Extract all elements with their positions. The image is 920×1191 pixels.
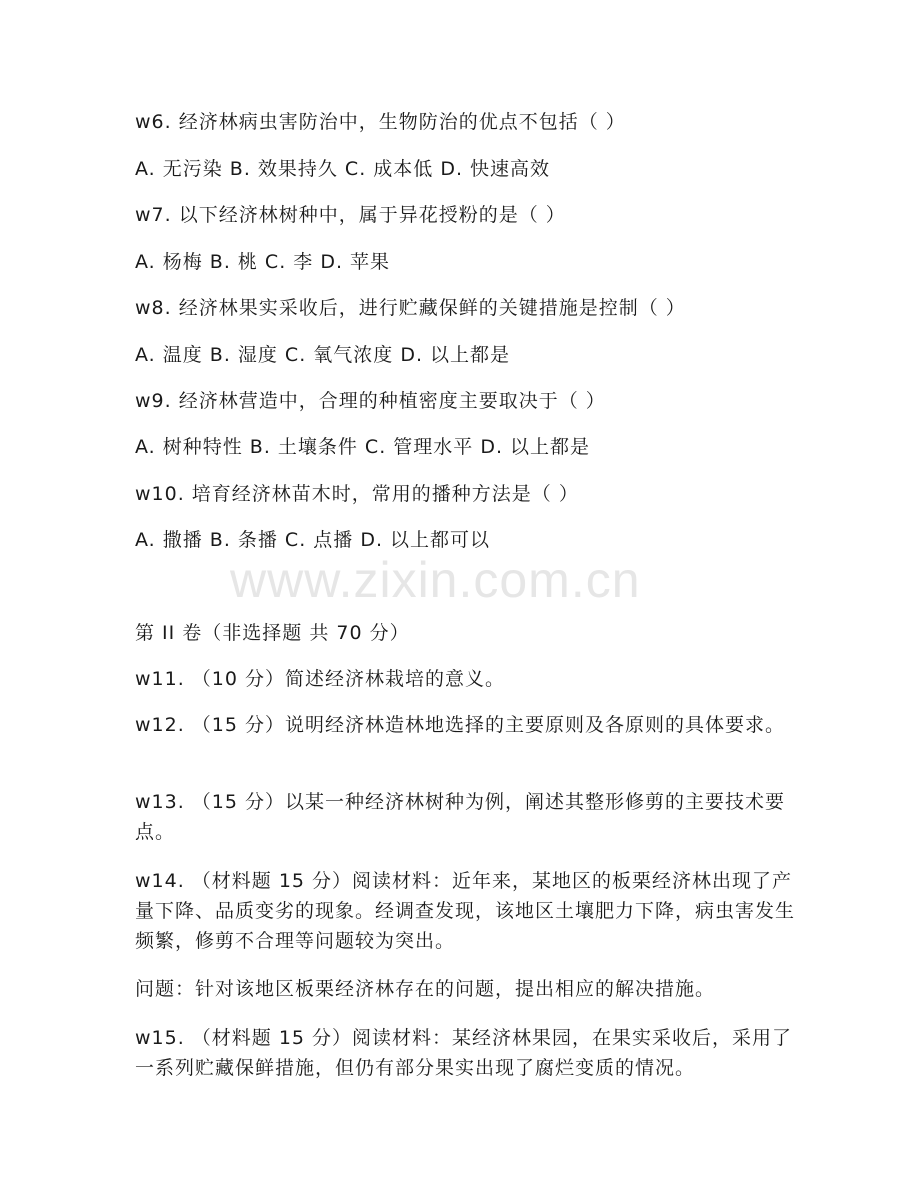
question-14-prompt: 问题：针对该地区板栗经济林存在的问题，提出相应的解决措施。: [135, 978, 716, 1000]
question-7-options: A. 杨梅 B. 桃 C. 李 D. 苹果: [135, 251, 391, 273]
question-6: w6. 经济林病虫害防治中，生物防治的优点不包括（ ）: [135, 111, 626, 133]
question-15: w15. （材料题 15 分）阅读材料：某经济林果园，在果实采收后，采用了一系列贮藏保鲜措施，但仍有部分果实出现了腐烂变质的情况。: [135, 1027, 793, 1079]
question-10-options: A. 撒播 B. 条播 C. 点播 D. 以上都可以: [135, 529, 491, 551]
question-8-options: A. 温度 B. 湿度 C. 氧气浓度 D. 以上都是: [135, 344, 511, 366]
question-8: w8. 经济林果实采收后，进行贮藏保鲜的关键措施是控制（ ）: [135, 297, 686, 319]
question-13: w13. （15 分）以某一种经济林树种为例，阐述其整形修剪的主要技术要点。: [135, 791, 786, 843]
question-9-options: A. 树种特性 B. 土壤条件 C. 管理水平 D. 以上都是: [135, 436, 591, 458]
question-14: w14. （材料题 15 分）阅读材料：近年来，某地区的板栗经济林出现了产量下降、品质变劣的现象。经调查发现，该地区土壤肥力下降，病虫害发生频繁，修剪不合理等问题较为突出。: [135, 870, 796, 952]
question-6-options: A. 无污染 B. 效果持久 C. 成本低 D. 快速高效: [135, 158, 551, 180]
question-12: w12. （15 分）说明经济林造林地选择的主要原则及各原则的具体要求。: [135, 714, 786, 736]
question-9: w9. 经济林营造中，合理的种植密度主要取决于（ ）: [135, 390, 606, 412]
question-11: w11. （10 分）简述经济林栽培的意义。: [135, 668, 506, 690]
question-7: w7. 以下经济林树种中，属于异花授粉的是（ ）: [135, 204, 566, 226]
section-title: 第 II 卷（非选择题 共 70 分）: [135, 622, 410, 644]
watermark: www.zixin.com.cn: [230, 552, 641, 608]
question-10: w10. 培育经济林苗木时，常用的播种方法是（ ）: [135, 483, 579, 505]
